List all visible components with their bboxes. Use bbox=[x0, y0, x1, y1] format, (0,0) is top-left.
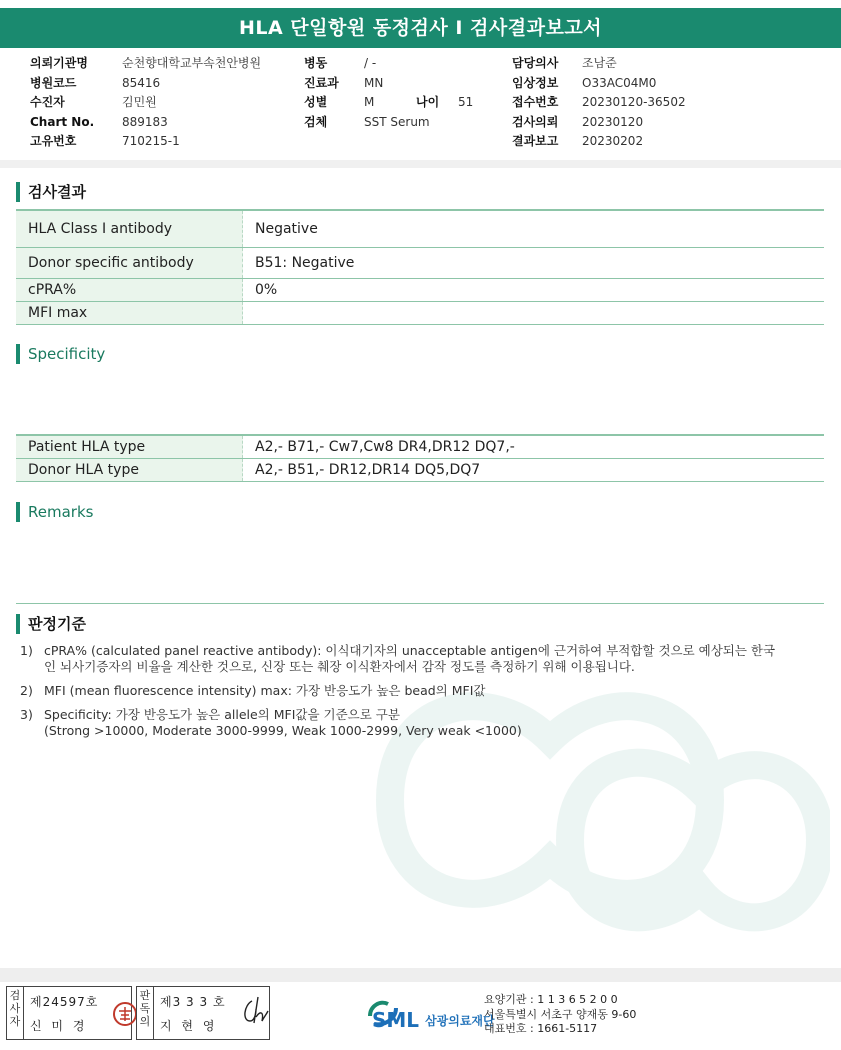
header-col-1 bbox=[30, 54, 261, 152]
pathologist-box bbox=[136, 986, 270, 1040]
criteria-number bbox=[20, 723, 44, 739]
header-divider bbox=[0, 160, 841, 168]
label-clinical-info: 임상정보 bbox=[512, 75, 559, 90]
footer-divider bbox=[0, 968, 841, 982]
label-unique-no: 고유번호 bbox=[30, 134, 77, 148]
value-hospital-code: 85416 bbox=[122, 75, 161, 90]
criteria-number: 2) bbox=[20, 683, 33, 698]
label-ward: 병동 bbox=[304, 56, 328, 70]
value-age: 51 bbox=[458, 95, 474, 109]
header-col-2 bbox=[304, 54, 473, 132]
pathologist-vertical-label: 판독의 bbox=[137, 987, 154, 1039]
pathologist-signature-icon bbox=[238, 995, 270, 1029]
label-doctor: 담당의사 bbox=[512, 56, 559, 70]
sml-logo-text: SML bbox=[372, 1008, 420, 1032]
criteria-number: 1) bbox=[20, 643, 33, 658]
label-department: 진료과 bbox=[304, 75, 339, 90]
table-row bbox=[16, 210, 824, 248]
value-sex: M bbox=[364, 95, 375, 109]
pathologist-name: 지 현 영 bbox=[160, 1019, 218, 1033]
institution-code: 요양기관 : 1 1 3 6 5 2 0 0 bbox=[484, 993, 618, 1006]
foundation-name: 삼광의료재단 bbox=[425, 1013, 495, 1028]
label-age: 나이 bbox=[416, 95, 440, 109]
value-clinical-info: O33AC04M0 bbox=[582, 75, 657, 90]
table-row bbox=[16, 459, 824, 482]
result-label: MFI max bbox=[16, 302, 243, 325]
value-doctor: 조남준 bbox=[582, 56, 617, 70]
hla-type-value: A2,- B71,- Cw7,Cw8 DR4,DR12 DQ7,- bbox=[243, 435, 825, 459]
label-receipt-no: 접수번호 bbox=[512, 95, 559, 109]
result-value bbox=[243, 302, 825, 325]
hla-type-value: A2,- B51,- DR12,DR14 DQ5,DQ7 bbox=[243, 459, 825, 482]
label-test-request-date: 검사의뢰 bbox=[512, 114, 559, 129]
results-table bbox=[16, 209, 824, 325]
label-requesting-institution: 의뢰기관명 bbox=[30, 56, 88, 70]
result-label: HLA Class I antibody bbox=[16, 210, 243, 248]
value-patient: 김민원 bbox=[122, 95, 157, 109]
value-ward: / - bbox=[364, 56, 377, 70]
value-specimen: SST Serum bbox=[364, 114, 430, 129]
specificity-heading: Specificity bbox=[16, 344, 105, 364]
criteria-list bbox=[20, 643, 784, 747]
value-unique-no: 710215-1 bbox=[122, 134, 180, 148]
examiner-license-no: 제24597호 bbox=[30, 995, 99, 1009]
value-department: MN bbox=[364, 75, 384, 90]
hla-type-label: Patient HLA type bbox=[16, 435, 243, 459]
hla-type-label: Donor HLA type bbox=[16, 459, 243, 482]
criteria-text: Specificity: 가장 반응도가 높은 allele의 MFI값을 기준으로 구분 bbox=[44, 707, 400, 722]
label-hospital-code: 병원코드 bbox=[30, 75, 77, 90]
examiner-vertical-label: 검사자 bbox=[7, 987, 24, 1039]
results-heading: 검사결과 bbox=[16, 182, 86, 202]
criteria-text: cPRA% (calculated panel reactive antibody): 이식대기자의 unacceptable antigen에 근거하여 부적합할 것으로 예상되는 한국인 뇌사기증자의 비율을 계산한 것으로, 신장 또는 췌장 이식환자에서 감작 정도를 측정하기 위해 이용됩니다. bbox=[44, 643, 776, 674]
value-requesting-institution: 순천향대학교부속천안병원 bbox=[122, 56, 262, 70]
examiner-box bbox=[6, 986, 132, 1040]
examiner-seal-stamp-icon bbox=[112, 1001, 138, 1027]
table-row bbox=[16, 302, 824, 325]
value-receipt-no: 20230120-36502 bbox=[582, 95, 686, 109]
examiner-name: 신 미 경 bbox=[30, 1019, 88, 1033]
label-chart-no: Chart No. bbox=[30, 114, 95, 129]
result-label: cPRA% bbox=[16, 279, 243, 302]
pathologist-license-no: 제3 3 3 호 bbox=[160, 995, 226, 1009]
criteria-heading: 판정기준 bbox=[16, 614, 86, 634]
result-label: Donor specific antibody bbox=[16, 248, 243, 279]
sml-logo bbox=[366, 994, 495, 1032]
criteria-number: 3) bbox=[20, 707, 33, 722]
result-value: 0% bbox=[243, 279, 825, 302]
label-specimen: 검체 bbox=[304, 114, 328, 129]
result-value: Negative bbox=[243, 210, 825, 248]
header-col-3 bbox=[512, 54, 686, 152]
criteria-text: (Strong >10000, Moderate 3000-9999, Weak 1000-2999, Very weak <1000) bbox=[44, 723, 522, 738]
institution-phone: 대표번호 : 1661-5117 bbox=[484, 1022, 598, 1035]
institution-address bbox=[484, 993, 636, 1037]
criteria-divider bbox=[16, 603, 824, 604]
value-test-request-date: 20230120 bbox=[582, 114, 644, 129]
report-title: HLA 단일항원 동정검사 I 검사결과보고서 bbox=[0, 8, 841, 48]
criteria-text: MFI (mean fluorescence intensity) max: 가장 반응도가 높은 bead의 MFI값 bbox=[44, 683, 486, 698]
label-patient: 수진자 bbox=[30, 95, 65, 109]
specificity-table bbox=[16, 434, 824, 482]
value-chart-no: 889183 bbox=[122, 114, 168, 129]
list-item bbox=[20, 643, 784, 675]
table-row bbox=[16, 435, 824, 459]
list-item bbox=[20, 683, 784, 699]
table-row bbox=[16, 248, 824, 279]
result-value: B51: Negative bbox=[243, 248, 825, 279]
list-item bbox=[20, 723, 784, 739]
institution-street-address: 서울특별시 서초구 양재동 9-60 bbox=[484, 1007, 637, 1021]
remarks-heading: Remarks bbox=[16, 502, 93, 522]
list-item bbox=[20, 707, 784, 723]
value-result-report-date: 20230202 bbox=[582, 134, 644, 148]
table-row bbox=[16, 279, 824, 302]
label-sex: 성별 bbox=[304, 95, 328, 109]
label-result-report-date: 결과보고 bbox=[512, 134, 559, 148]
